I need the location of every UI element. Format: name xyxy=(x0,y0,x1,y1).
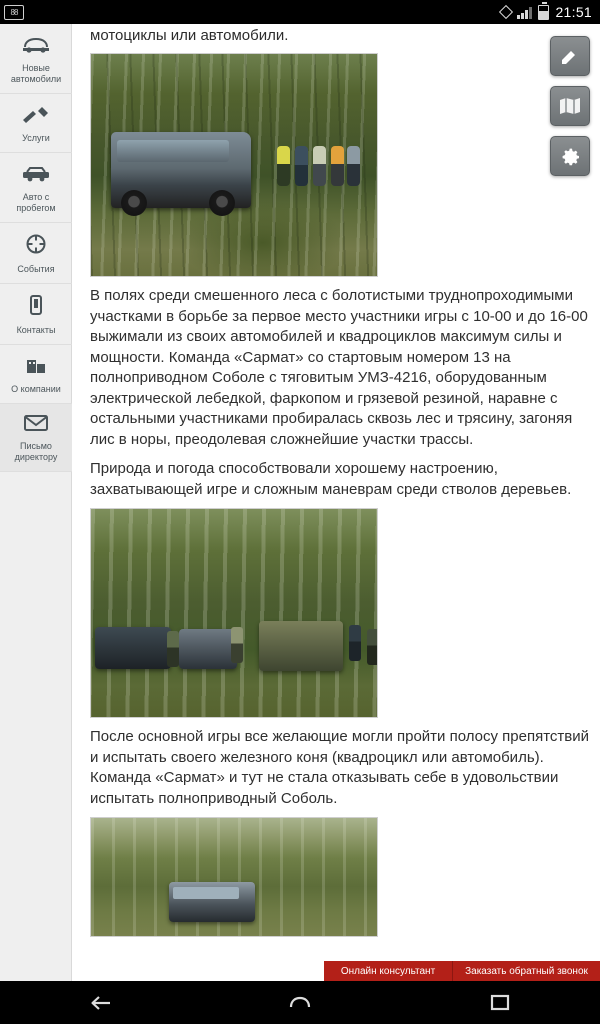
sidebar-item-label: Услуги xyxy=(22,133,50,143)
sidebar-item-label: Новые автомобили xyxy=(10,63,62,84)
map-icon xyxy=(558,96,582,116)
status-bar-left xyxy=(0,5,501,20)
callback-request-button[interactable]: Заказать обратный звонок xyxy=(452,961,600,981)
person-shape xyxy=(231,627,243,663)
person-shape xyxy=(367,629,378,665)
android-navigation-bar xyxy=(0,981,600,1024)
article-paragraph-3: После основной игры все желающие могли пройти полосу препятствий и испытать своего железного коня (квадроцикл или автомобиль). Команда «Сармат» и тут не стала отказывать себе в удовольствии испытать полноприводный Соболь. xyxy=(90,728,590,807)
diamond-icon xyxy=(499,5,513,19)
wheel-shape xyxy=(121,190,147,216)
events-circle-icon xyxy=(2,233,70,260)
van-shape xyxy=(111,132,251,208)
vehicle-shape xyxy=(179,629,237,669)
wheel-shape xyxy=(209,190,235,216)
sidebar-item-about-company[interactable] xyxy=(0,345,72,404)
gear-icon xyxy=(558,144,582,168)
phone-contacts-icon xyxy=(2,294,70,321)
article-paragraph-1: В полях среди смешенного леса с болотистыми труднопроходимыми участками в борьбе за первое место участники игры с 10-00 и до 16-00 выжимали из своих автомобилей и квадроциклов максимум силы и мощности. Команда «Сармат» со стартовым номером 13 на полноприводном Соболе с тяговитым УМЗ-4216, оборудованным электрической лебедкой, фаркопом и грязевой резиной, наравне с остальными участниками пробиралась сквозь лес и трясину, загоняя лис в норы, преодолевая сложнейшие участки трассы. xyxy=(90,287,588,448)
photo-van-field xyxy=(90,817,378,937)
battery-icon xyxy=(538,5,549,20)
page-content xyxy=(0,24,600,981)
status-bar xyxy=(0,0,600,24)
settings-button[interactable] xyxy=(550,136,590,176)
sidebar-item-events[interactable] xyxy=(0,223,72,284)
vehicle-shape xyxy=(95,627,171,669)
person-shape xyxy=(347,146,360,186)
floating-action-buttons xyxy=(550,36,590,176)
status-bar-right xyxy=(501,4,600,20)
car-new-icon xyxy=(2,34,70,59)
pencil-check-icon xyxy=(559,45,581,67)
person-shape xyxy=(331,146,344,186)
car-used-icon xyxy=(2,163,70,188)
photo-vehicles-group xyxy=(90,508,378,718)
person-shape xyxy=(295,146,308,186)
home-icon xyxy=(287,992,313,1014)
mail-envelope-icon xyxy=(2,414,70,437)
vehicle-shape xyxy=(259,621,343,671)
back-button[interactable] xyxy=(68,981,132,1024)
map-button[interactable] xyxy=(550,86,590,126)
photo-van-forest-track xyxy=(90,53,378,277)
sidebar-item-letter-to-director[interactable] xyxy=(0,404,72,472)
sidebar-item-label: События xyxy=(17,264,55,274)
person-shape xyxy=(349,625,361,661)
status-bar-clock: 21:51 xyxy=(555,4,592,20)
home-button[interactable] xyxy=(268,981,332,1024)
sidebar-nav xyxy=(0,24,72,981)
back-arrow-icon xyxy=(87,992,113,1014)
signal-bars-icon xyxy=(517,6,532,19)
person-shape xyxy=(277,146,290,186)
sidebar-item-label: Письмо директору xyxy=(14,441,58,462)
recents-button[interactable] xyxy=(468,981,532,1024)
bottom-action-bar xyxy=(324,961,600,981)
van-shape xyxy=(169,882,255,922)
edit-button[interactable] xyxy=(550,36,590,76)
person-shape xyxy=(313,146,326,186)
sidebar-item-contacts[interactable] xyxy=(0,284,72,345)
sidebar-item-services[interactable] xyxy=(0,94,72,153)
article-paragraph-2: Природа и погода способствовали хорошему настроению, захватывающей игре и сложным маневрам среди стволов деревьев. xyxy=(90,460,572,498)
online-consultant-button[interactable]: Онлайн консультант xyxy=(324,961,452,981)
service-tools-icon xyxy=(2,104,70,129)
sim-card-icon: 88 xyxy=(4,5,24,20)
sidebar-item-new-cars[interactable] xyxy=(0,24,72,94)
sidebar-item-used-cars[interactable] xyxy=(0,153,72,223)
sidebar-item-label: Авто с пробегом xyxy=(16,192,56,213)
building-company-icon xyxy=(2,355,70,380)
sidebar-item-label: Контакты xyxy=(16,325,56,335)
recents-icon xyxy=(487,992,513,1014)
article-body xyxy=(72,24,600,981)
sidebar-item-label: О компании xyxy=(11,384,61,394)
clipped-text-line: мотоциклы или автомобили. xyxy=(90,27,289,44)
person-shape xyxy=(167,631,179,667)
